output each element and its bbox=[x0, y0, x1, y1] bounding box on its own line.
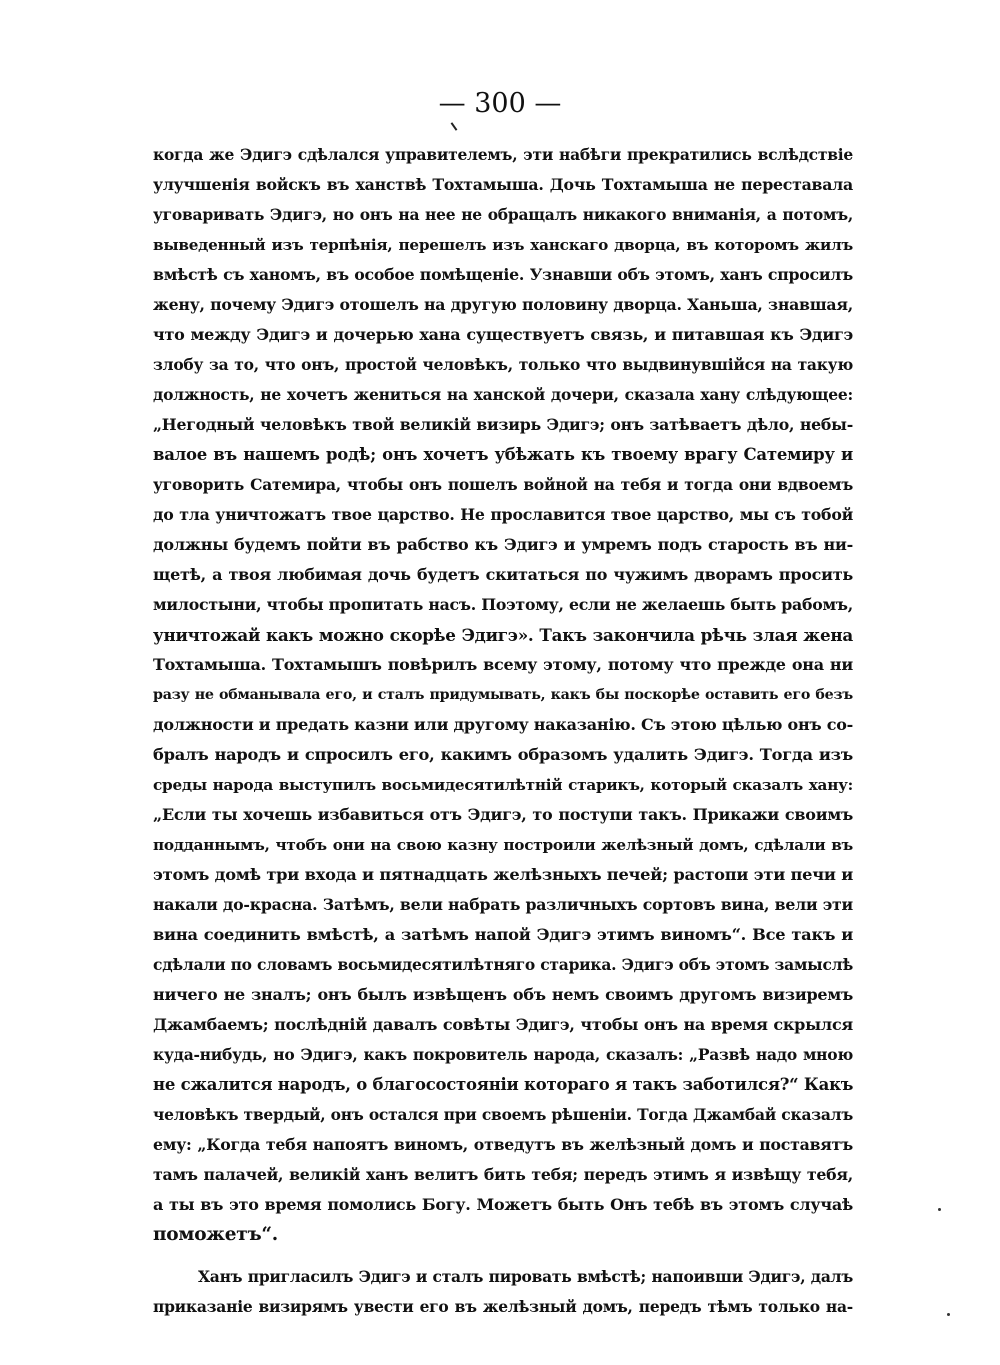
text-line: ничего не зналъ; онъ былъ извѣщенъ объ немъ своимъ другомъ визиремъ bbox=[153, 985, 853, 1004]
text-line: „Негодный человѣкъ твой великій визирь Эдигэ; онъ затѣваетъ дѣло, небы- bbox=[153, 415, 853, 434]
text-line: валое въ нашемъ родѣ; онъ хочетъ убѣжать къ твоему врагу Сатемиру и bbox=[153, 445, 853, 464]
text-line: должности и предать казни или другому наказанію. Съ этою цѣлью онъ со- bbox=[153, 715, 854, 734]
paragraph bbox=[153, 140, 853, 1250]
text-line: выведенный изъ терпѣнія, перешелъ изъ ханскаго дворца, въ которомъ жилъ bbox=[153, 236, 853, 254]
text-line: сдѣлали по словамъ восьмидесятилѣтняго старика. Эдигэ объ этомъ замыслѣ bbox=[153, 955, 853, 974]
text-line: Джамбаемъ; послѣдній давалъ совѣты Эдигэ, чтобы онъ на время скрылся bbox=[153, 1015, 853, 1034]
text-line: улучшенія войскъ въ ханствѣ Тохтамыша. Дочь Тохтамыша не переставала bbox=[153, 175, 853, 194]
text-line: когда же Эдигэ сдѣлался управителемъ, эти набѣги прекратились вслѣдствіе bbox=[153, 145, 853, 164]
text-line: этомъ домѣ три входа и пятнадцать желѣзныхъ печей; растопи эти печи и bbox=[153, 865, 853, 884]
text-line: среды народа выступилъ восьмидесятилѣтній старикъ, который сказалъ хану: bbox=[153, 776, 853, 794]
page-number: — 300 — bbox=[438, 88, 562, 119]
ink-speck bbox=[938, 1208, 941, 1211]
text-line: ему: „Когда тебя напоятъ виномъ, отведутъ въ желѣзный домъ и поставятъ bbox=[153, 1135, 853, 1154]
text-line: что между Эдигэ и дочерью хана существуетъ связь, и питавшая къ Эдигэ bbox=[153, 325, 853, 344]
text-line: щетѣ, а твоя любимая дочь будетъ скитаться по чужимъ дворамъ просить bbox=[153, 565, 853, 584]
text-line: тамъ палачей, великій ханъ велитъ бить тебя; передъ этимъ я извѣщу тебя, bbox=[153, 1165, 853, 1184]
text-line: уговорить Сатемира, чтобы онъ пошелъ войной на тебя и тогда они вдвоемъ bbox=[153, 475, 853, 494]
body-text bbox=[153, 140, 853, 1322]
text-line: человѣкъ твердый, онъ остался при своемъ рѣшеніи. Тогда Джамбай сказалъ bbox=[153, 1105, 853, 1124]
text-line: разу не обманывала его, и сталъ придумывать, какъ бы поскорѣе оставить его безъ bbox=[153, 687, 853, 703]
text-line: Ханъ пригласилъ Эдигэ и сталъ пировать вмѣстѣ; напоивши Эдигэ, далъ bbox=[198, 1267, 853, 1286]
text-line: вина соединить вмѣстѣ, а затѣмъ напой Эдигэ этимъ виномъ“. Все такъ и bbox=[153, 925, 853, 944]
text-line: не сжалится народъ, о благосостояніи котораго я такъ заботился?“ Какъ bbox=[153, 1075, 854, 1094]
ink-mark bbox=[451, 122, 458, 131]
text-line: приказаніе визирямъ увести его въ желѣзный домъ, передъ тѣмъ только на- bbox=[153, 1297, 853, 1316]
paragraph bbox=[153, 1262, 853, 1322]
ink-speck bbox=[947, 1313, 950, 1316]
text-line: поможетъ“. bbox=[153, 1224, 278, 1245]
text-line: куда-нибудь, но Эдигэ, какъ покровитель народа, сказалъ: „Развѣ надо мною bbox=[153, 1045, 853, 1064]
text-line: Тохтамыша. Тохтамышъ повѣрилъ всему этому, потому что прежде она ни bbox=[153, 655, 853, 674]
text-line: а ты въ это время помолись Богу. Можетъ быть Онъ тебѣ въ этомъ случаѣ bbox=[153, 1195, 853, 1214]
text-line: накали до-красна. Затѣмъ, вели набрать различныхъ сортовъ вина, вели эти bbox=[153, 895, 853, 914]
text-line: вмѣстѣ съ ханомъ, въ особое помѣщеніе. Узнавши объ этомъ, ханъ спросилъ bbox=[153, 265, 853, 284]
text-line: до тла уничтожатъ твое царство. Не прославится твое царство, мы съ тобой bbox=[153, 505, 853, 524]
text-line: злобу за то, что онъ, простой человѣкъ, только что выдвинувшійся на такую bbox=[153, 355, 853, 374]
text-line: „Если ты хочешь избавиться отъ Эдигэ, то поступи такъ. Прикажи своимъ bbox=[153, 805, 853, 824]
text-line: уничтожай какъ можно скорѣе Эдигэ». Такъ закончила рѣчь злая жена bbox=[153, 625, 853, 645]
text-line: уговаривать Эдигэ, но онъ на нее не обращалъ никакого вниманія, а потомъ, bbox=[153, 205, 853, 224]
text-line: должность, не хочетъ жениться на ханской дочери, сказала хану слѣдующее: bbox=[153, 385, 853, 404]
text-line: милостыни, чтобы пропитать насъ. Поэтому, если не желаешь быть рабомъ, bbox=[153, 595, 853, 614]
text-line: должны будемъ пойти въ рабство къ Эдигэ и умремъ подъ старость въ ни- bbox=[153, 535, 853, 554]
text-line: жену, почему Эдигэ отошелъ на другую половину дворца. Ханьша, знавшая, bbox=[153, 295, 853, 314]
text-line: бралъ народъ и спросилъ его, какимъ образомъ удалить Эдигэ. Тогда изъ bbox=[153, 745, 853, 764]
text-line: подданнымъ, чтобъ они на свою казну построили желѣзный домъ, сдѣлали въ bbox=[153, 836, 853, 854]
